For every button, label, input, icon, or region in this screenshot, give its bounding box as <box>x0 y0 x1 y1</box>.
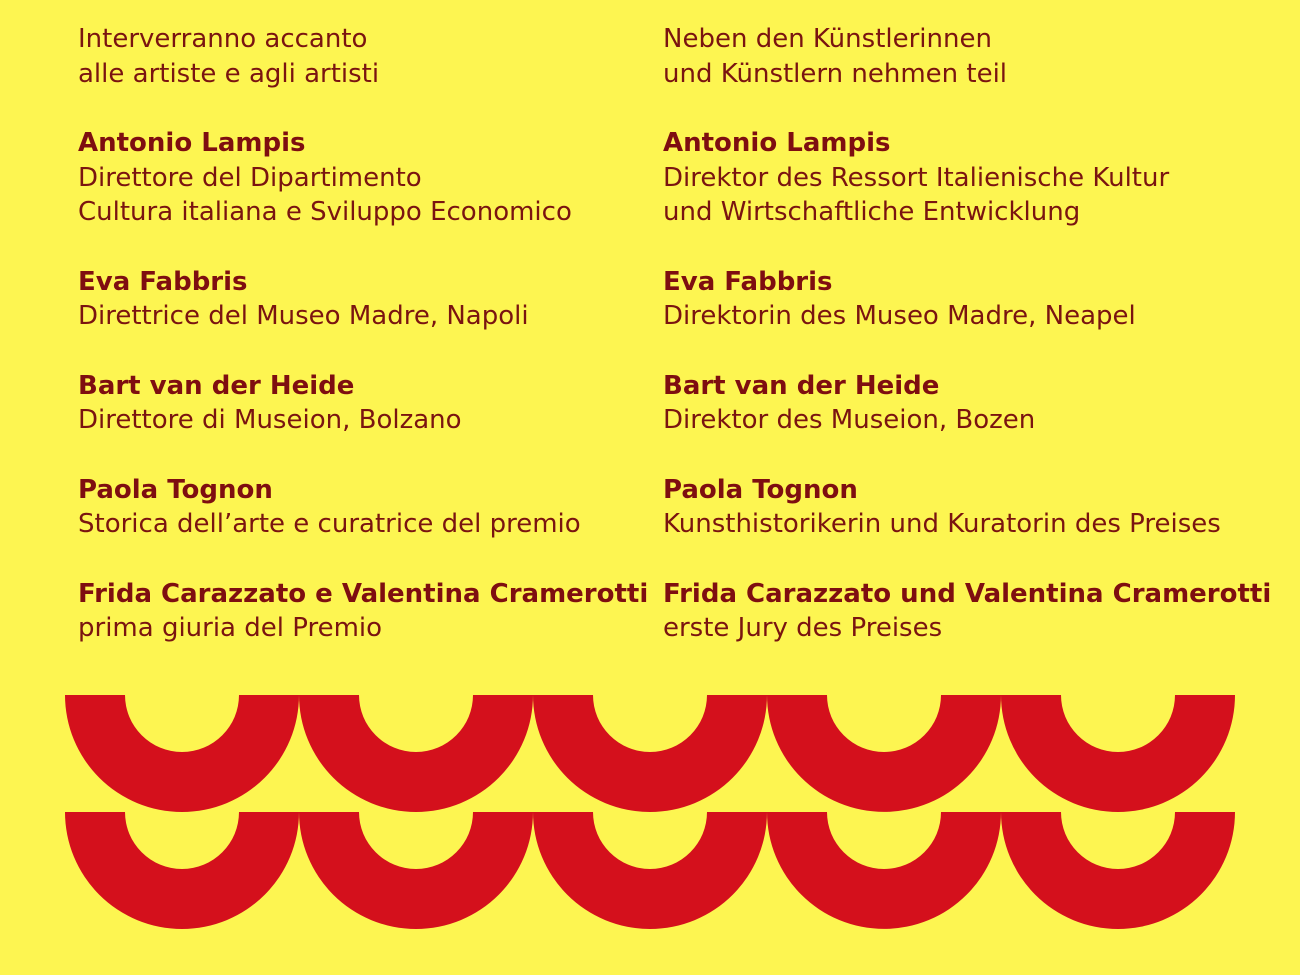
italian-participant <box>78 126 678 230</box>
participant-role: Direktor des Ressort Italienische Kultur <box>663 162 1170 193</box>
participant-role: Storica dell’arte e curatrice del premio <box>78 509 581 539</box>
participant-role: Direttore del Dipartimento <box>78 162 422 193</box>
participant-name: Bart van der Heide <box>663 370 940 401</box>
half-ring-arch <box>533 695 767 812</box>
german-intro-line: und Künstlern nehmen teil <box>663 58 1008 89</box>
german-participant <box>663 265 1263 334</box>
participant-role: Direttrice del Museo Madre, Napoli <box>78 301 529 331</box>
half-ring-arch <box>65 695 299 812</box>
participant-role: Direktorin des Museo Madre, Neapel <box>663 301 1136 331</box>
half-ring-arch <box>767 695 1001 812</box>
participant-role: Direttore di Museion, Bolzano <box>78 405 462 435</box>
participant-name: Antonio Lampis <box>78 128 306 158</box>
german-participant <box>663 577 1272 646</box>
participant-name: Antonio Lampis <box>663 128 891 158</box>
german-column <box>663 22 1272 681</box>
wave-pattern-row <box>65 695 1235 820</box>
half-ring-arch <box>1001 812 1235 929</box>
participant-name: Frida Carazzato und Valentina Cramerotti <box>663 578 1272 609</box>
participant-name: Paola Tognon <box>663 474 858 505</box>
participant-role: Direktor des Museion, Bozen <box>663 405 1036 435</box>
italian-participant <box>78 473 678 542</box>
half-ring-arch <box>1001 695 1235 812</box>
arch-group <box>65 812 1235 929</box>
half-ring-arch <box>299 695 533 812</box>
participant-role: und Wirtschaftliche Entwicklung <box>663 197 1081 227</box>
german-participant <box>663 473 1263 542</box>
german-intro-line: Neben den Künstlerinnen <box>663 24 992 54</box>
wave-pattern-row <box>65 812 1235 937</box>
participant-name: Eva Fabbris <box>663 266 833 297</box>
participant-role: erste Jury des Preises <box>663 613 943 643</box>
participant-role: Kunsthistorikerin und Kuratorin des Preises <box>663 509 1221 539</box>
german-participant <box>663 126 1263 230</box>
arch-group <box>65 695 1235 812</box>
italian-participant <box>78 265 678 334</box>
participant-name: Bart van der Heide <box>78 370 355 401</box>
participant-name: Eva Fabbris <box>78 266 248 297</box>
italian-column <box>78 22 678 681</box>
italian-participant <box>78 577 678 646</box>
italian-participant <box>78 369 678 438</box>
participant-name: Frida Carazzato e Valentina Cramerotti <box>78 578 649 609</box>
italian-intro-line: alle artiste e agli artisti <box>78 58 380 89</box>
german-participant <box>663 369 1263 438</box>
german-intro <box>663 22 1263 91</box>
half-ring-arch <box>533 812 767 929</box>
half-ring-arch <box>65 812 299 929</box>
half-ring-arch <box>767 812 1001 929</box>
participant-name: Paola Tognon <box>78 474 273 505</box>
italian-intro <box>78 22 678 91</box>
participant-role: Cultura italiana e Sviluppo Economico <box>78 197 572 227</box>
participant-role: prima giuria del Premio <box>78 613 383 643</box>
italian-intro-line: Interverranno accanto <box>78 24 368 54</box>
half-ring-arch <box>299 812 533 929</box>
